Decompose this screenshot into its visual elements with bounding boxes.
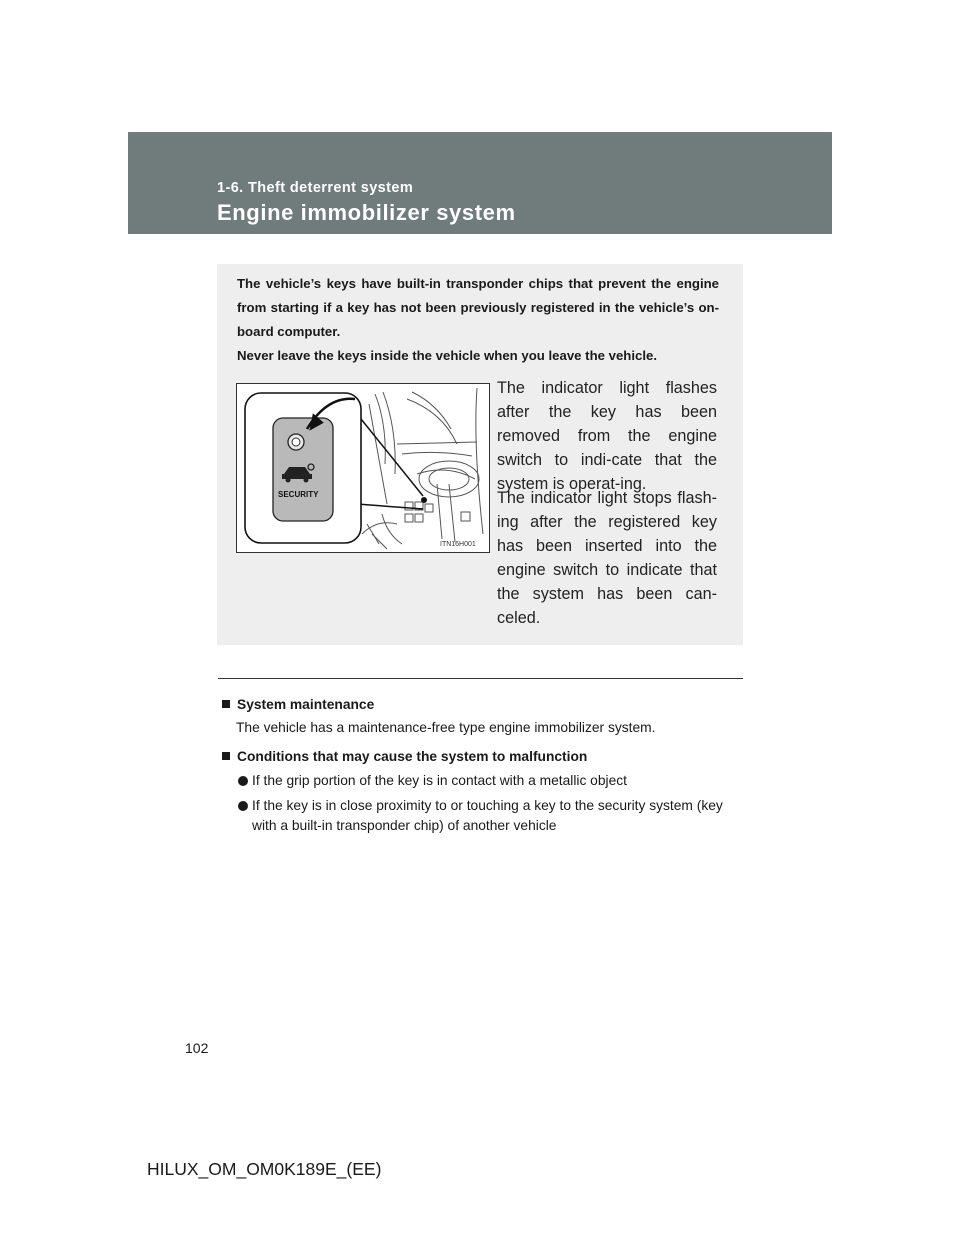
intro-paragraph: The vehicle’s keys have built-in transponder chips that prevent the engine from starting if a key has not been previously registered in the vehicle’s on-board computer. — [237, 276, 719, 339]
note-heading-text: Conditions that may cause the system to malfunction — [237, 749, 588, 764]
page-title: Engine immobilizer system — [217, 200, 516, 225]
figure-code: ITN16H001 — [440, 541, 476, 548]
round-bullet-icon — [238, 801, 248, 811]
document-code: HILUX_OM_OM0K189E_(EE) — [147, 1159, 382, 1179]
section-label: 1-6. Theft deterrent system — [217, 180, 414, 196]
indicator-flash-caption: The indicator light flashes after the key has been removed from the engine switch to indi-cate that the system is operat-ing. — [497, 379, 717, 493]
list-item-text: If the key is in close proximity to or touching a key to the security system (key with a built-in transponder chip) of another vehicle — [252, 798, 723, 833]
square-bullet-icon — [222, 700, 230, 708]
list-item — [222, 771, 742, 791]
security-indicator-illustration — [236, 383, 490, 553]
note-text-maintenance: The vehicle has a maintenance-free type engine immobilizer system. — [236, 720, 656, 735]
notes-section — [222, 696, 742, 841]
note-heading-malfunction — [222, 748, 742, 766]
note-heading-text: System maintenance — [237, 697, 375, 712]
section-header — [128, 132, 832, 234]
round-bullet-icon — [238, 776, 248, 786]
dashboard-illustration — [237, 384, 489, 552]
info-box — [217, 264, 743, 645]
page-number: 102 — [185, 1040, 209, 1056]
warning-paragraph: Never leave the keys inside the vehicle when you leave the vehicle. — [237, 348, 658, 363]
section-divider — [218, 678, 743, 679]
square-bullet-icon — [222, 752, 230, 760]
security-button-label: SECURITY — [278, 490, 319, 499]
note-heading-maintenance — [222, 696, 742, 714]
list-item — [222, 796, 742, 836]
indicator-stop-caption: The indicator light stops flash-ing after the registered key has been inserted into the engine switch to indicate that the system has been can-celed. — [497, 489, 717, 627]
list-item-text: If the grip portion of the key is in contact with a metallic object — [252, 773, 628, 788]
